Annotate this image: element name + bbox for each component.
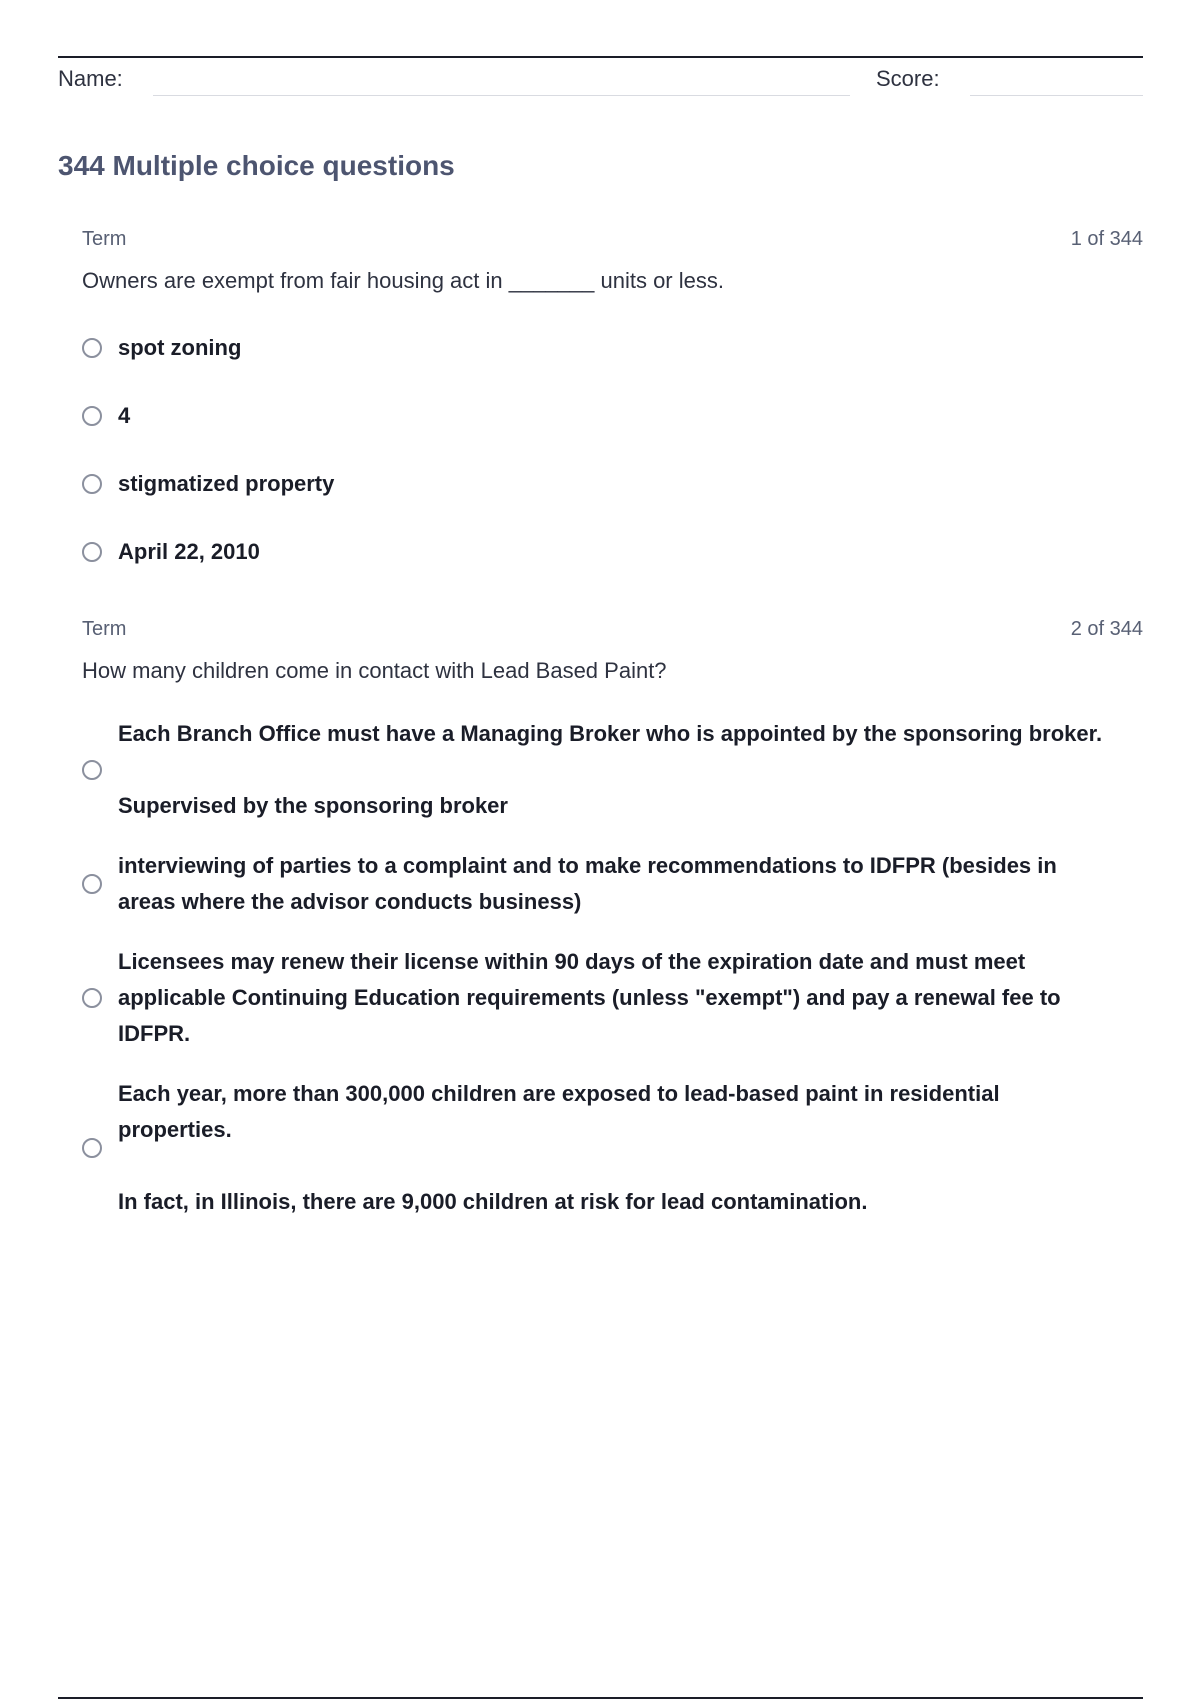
answer-text: April 22, 2010 — [118, 539, 260, 564]
radio-button[interactable] — [82, 760, 102, 780]
question-kind: Term — [82, 618, 127, 640]
radio-button[interactable] — [82, 988, 102, 1008]
question-card — [82, 618, 1143, 1232]
score-label: Score: — [876, 66, 940, 91]
question-header — [82, 228, 1143, 256]
name-label: Name: — [58, 66, 123, 91]
question-counter: 2 of 344 — [1070, 618, 1143, 640]
question-prompt: How many children come in contact with Lead Based Paint? — [82, 658, 667, 683]
answer-option[interactable] — [82, 1064, 1143, 1232]
radio-button[interactable] — [82, 406, 102, 426]
bottom-divider — [58, 1697, 1143, 1699]
answer-option[interactable] — [82, 704, 1143, 836]
answer-text: 4 — [118, 403, 131, 428]
question-header — [82, 618, 1143, 646]
answer-text: interviewing of parties to a complaint and to make recommendations to IDFPR (besides in areas where the advisor conducts business) — [118, 853, 1057, 914]
question-counter: 1 of 344 — [1070, 228, 1143, 250]
answer-text: Each year, more than 300,000 children are exposed to lead-based paint in residential properties. In fact, in Illinois, there are 9,000 children at risk for lead contamination. — [118, 1081, 1000, 1214]
answer-option[interactable] — [82, 836, 1143, 932]
answer-text: stigmatized property — [118, 471, 335, 496]
worksheet-header — [58, 58, 1143, 98]
radio-button[interactable] — [82, 874, 102, 894]
question-prompt: Owners are exempt from fair housing act in _______ units or less. — [82, 268, 724, 293]
answer-options — [82, 704, 1143, 1232]
radio-button[interactable] — [82, 542, 102, 562]
answer-option[interactable] — [82, 382, 1143, 450]
answer-option[interactable] — [82, 450, 1143, 518]
name-field[interactable] — [153, 95, 850, 96]
score-field[interactable] — [970, 95, 1143, 96]
question-kind: Term — [82, 228, 127, 250]
answer-option[interactable] — [82, 932, 1143, 1064]
answer-text: Licensees may renew their license within 90 days of the expiration date and must meet applicable Continuing Education requirements (unless "exempt") and pay a renewal fee to IDFPR. — [118, 949, 1061, 1046]
answer-option[interactable] — [82, 518, 1143, 586]
radio-button[interactable] — [82, 474, 102, 494]
page-title: 344 Multiple choice questions — [58, 150, 455, 181]
answer-text: Each Branch Office must have a Managing Broker who is appointed by the sponsoring broker. Supervised by the sponsoring broker — [118, 721, 1103, 818]
answer-options — [82, 314, 1143, 586]
answer-text: spot zoning — [118, 335, 242, 360]
radio-button[interactable] — [82, 1138, 102, 1158]
worksheet-page — [58, 0, 1143, 1700]
question-card — [82, 228, 1143, 586]
radio-button[interactable] — [82, 338, 102, 358]
answer-option[interactable] — [82, 314, 1143, 382]
